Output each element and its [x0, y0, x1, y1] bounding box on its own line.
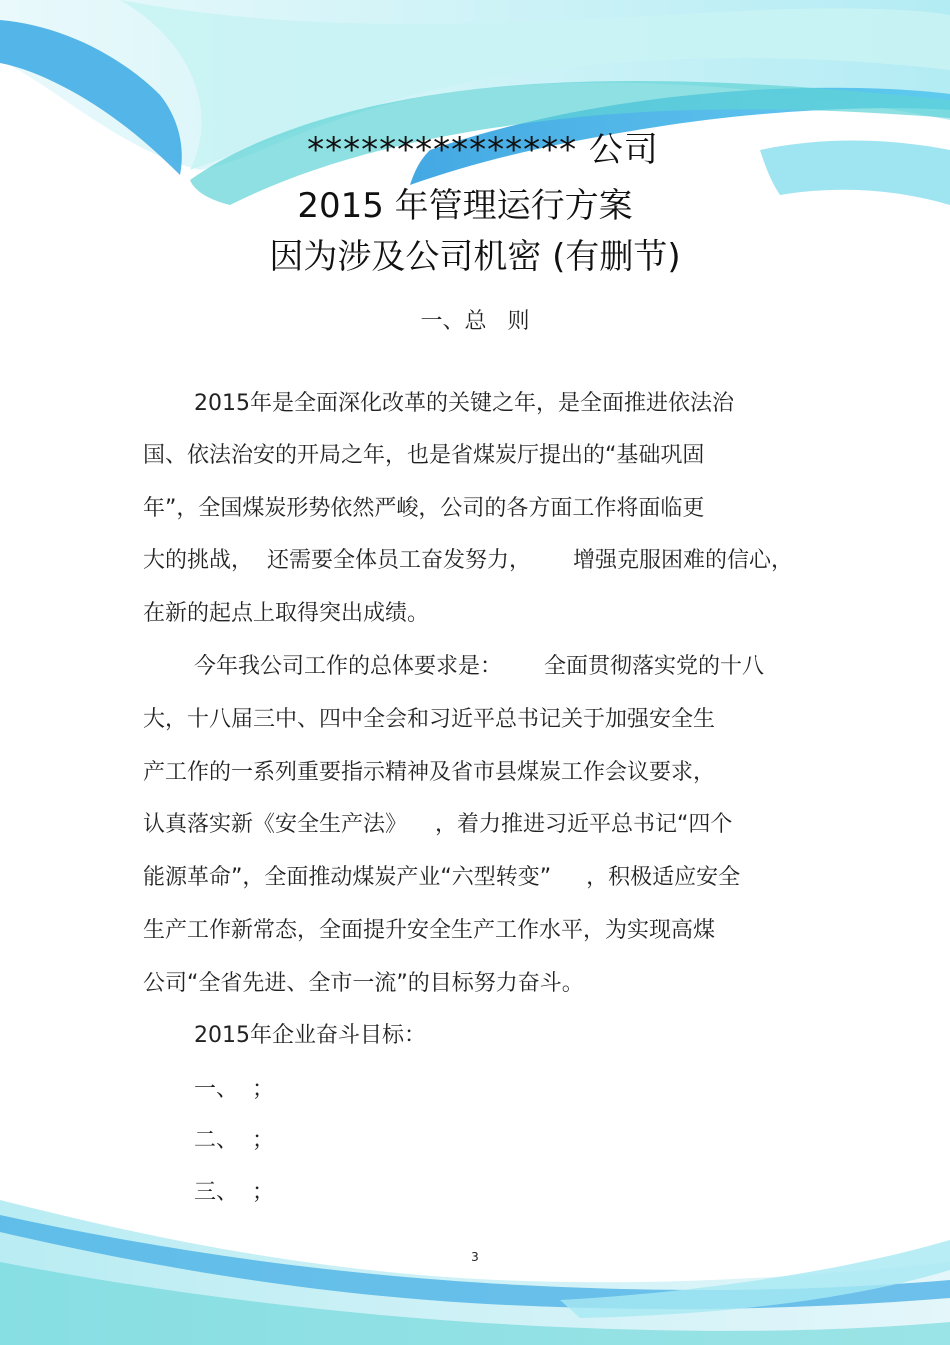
paragraph2-line: 产工作的一系列重要指示精神及省市县煤炭工作会议要求， — [143, 760, 716, 785]
paragraph1-line: 在新的起点上取得突出成绩。 — [143, 601, 430, 626]
goal-item: 三、 ； — [194, 1180, 274, 1205]
paragraph2-line: 大，十八届三中、四中全会和习近平总书记关于加强安全生 — [143, 707, 716, 732]
paragraph1-line: 年”，全国煤炭形势依然严峻，公司的各方面工作将面临更 — [143, 496, 705, 521]
paragraph2-line: 能源革命”，全面推动煤炭产业“六型转变” ，积极适应安全 — [143, 865, 741, 890]
paragraph1-line: 2015年是全面深化改革的关键之年，是全面推进依法治 — [194, 391, 734, 416]
section-heading-general: 一、总 则 — [420, 309, 530, 334]
paragraph2-line: 公司“全省先进、全市一流”的目标努力奋斗。 — [143, 971, 584, 996]
paragraph1-line: 国、依法治安的开局之年，也是省煤炭厅提出的“基础巩固 — [143, 443, 705, 468]
title-note: 因为涉及公司机密 (有删节) — [269, 237, 681, 277]
paragraph2-line: 认真落实新《安全生产法》 ，着力推进习近平总书记“四个 — [143, 812, 733, 837]
goal-item: 二、 ； — [194, 1128, 274, 1153]
paragraph2-line: 生产工作新常态，全面提升安全生产工作水平，为实现高煤 — [143, 918, 716, 943]
title-plan: 2015 年管理运行方案 — [297, 186, 633, 226]
page-number: 3 — [471, 1250, 479, 1264]
paragraph1-line: 大的挑战， 还需要全体员工奋发努力， 增强克服困难的信心， — [143, 548, 793, 573]
title-company: *************** 公司 — [307, 130, 659, 170]
goals-heading: 2015年企业奋斗目标： — [194, 1023, 426, 1048]
goal-item: 一、 ； — [194, 1077, 274, 1102]
paragraph2-line: 今年我公司工作的总体要求是： 全面贯彻落实党的十八 — [194, 654, 764, 679]
